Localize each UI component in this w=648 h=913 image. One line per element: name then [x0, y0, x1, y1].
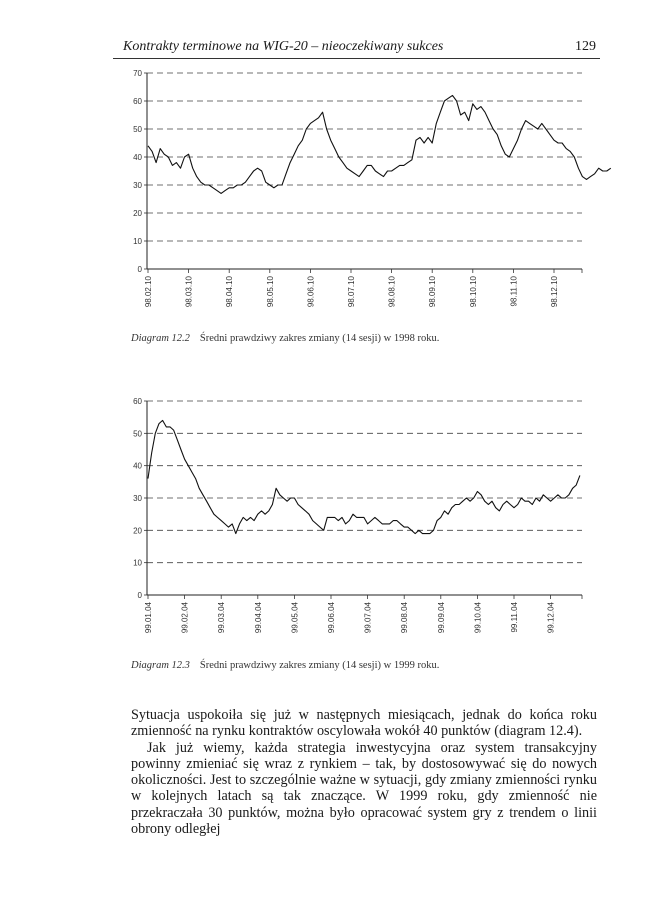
x-tick-label: 98.02.10: [144, 276, 153, 308]
x-tick-label: 99.07.04: [363, 602, 373, 634]
x-tick-label: 98.10.10: [468, 276, 478, 308]
x-tick-label: 98.05.10: [265, 276, 275, 308]
x-tick-label: 98.06.10: [306, 276, 316, 308]
series-line: [148, 95, 611, 193]
header-rule: [113, 58, 600, 59]
caption-text: Średni prawdziwy zakres zmiany (14 sesji) w 1999 roku.: [199, 660, 440, 671]
caption-number: Diagram 12.2: [131, 333, 190, 344]
y-tick-label: 30: [133, 181, 142, 190]
y-tick-label: 60: [133, 397, 142, 406]
x-tick-label: 99.01.04: [144, 602, 153, 634]
y-tick-label: 20: [133, 209, 142, 218]
series-line: [148, 420, 580, 533]
x-tick-label: 98.08.10: [387, 276, 397, 308]
y-tick-label: 40: [133, 461, 142, 471]
y-tick-label: 50: [133, 125, 142, 134]
x-tick-label: 99.10.04: [473, 602, 483, 634]
body-text: [131, 707, 597, 837]
x-tick-label: 98.04.10: [225, 276, 235, 308]
y-tick-label: 50: [133, 429, 142, 439]
x-tick-label: 99.09.04: [436, 602, 446, 634]
figure-caption-2: [131, 660, 439, 671]
x-tick-label: 98.12.10: [550, 276, 559, 308]
x-tick-label: 98.11.10: [509, 276, 519, 307]
caption-text: Średni prawdziwy zakres zmiany (14 sesji) w 1998 roku.: [199, 333, 440, 344]
x-tick-label: 99.04.04: [253, 602, 263, 634]
y-tick-label: 40: [133, 153, 142, 162]
running-head: [113, 39, 600, 59]
y-tick-label: 20: [133, 526, 142, 536]
x-tick-label: 99.11.04: [510, 602, 519, 633]
x-tick-label: 99.05.04: [290, 602, 300, 634]
chart-1999: [0, 388, 648, 658]
x-tick-label: 98.03.10: [184, 276, 194, 308]
x-tick-label: 99.06.04: [327, 602, 336, 634]
y-tick-label: 30: [133, 494, 142, 503]
x-tick-label: 98.09.10: [428, 276, 438, 308]
x-tick-label: 99.08.04: [400, 602, 410, 634]
figure-caption-1: [131, 333, 439, 344]
y-tick-label: 70: [133, 69, 142, 78]
y-tick-label: 60: [133, 97, 142, 106]
paragraph: Jak już wiemy, każda strategia inwestycyjna oraz system transakcyjny powinny zmieniać się wraz z rynkiem – tak, by dostosowywać się do nowych okoliczności. Jest to szczególnie ważne w sytuacji, gdy zmiany zmienności rynku w kolejnych latach są tak znaczące. W 1999 roku, gdy zmienność nie przekraczała 30 punktów, można było opracować system gry z trendem o linii obrony odległej: [131, 739, 597, 838]
page-number: 129: [575, 39, 596, 54]
y-tick-label: 0: [137, 591, 142, 600]
paragraph: Sytuacja uspokoiła się już w następnych miesiącach, jednak do końca roku zmienność na rynku kontraktów oscylowała wokół 40 punktów (diagram 12.4).: [131, 707, 597, 740]
y-tick-label: 10: [133, 237, 142, 246]
x-tick-label: 99.03.04: [217, 602, 227, 634]
x-tick-label: 99.12.04: [546, 602, 556, 634]
y-tick-label: 0: [137, 265, 142, 274]
chart-1998: [0, 60, 648, 325]
caption-number: Diagram 12.3: [131, 660, 190, 671]
x-tick-label: 98.07.10: [347, 276, 356, 308]
x-tick-label: 99.02.04: [180, 602, 190, 634]
running-head-title: Kontrakty terminowe na WIG-20 – nieoczekiwany sukces: [123, 39, 444, 54]
y-tick-label: 10: [133, 558, 142, 568]
